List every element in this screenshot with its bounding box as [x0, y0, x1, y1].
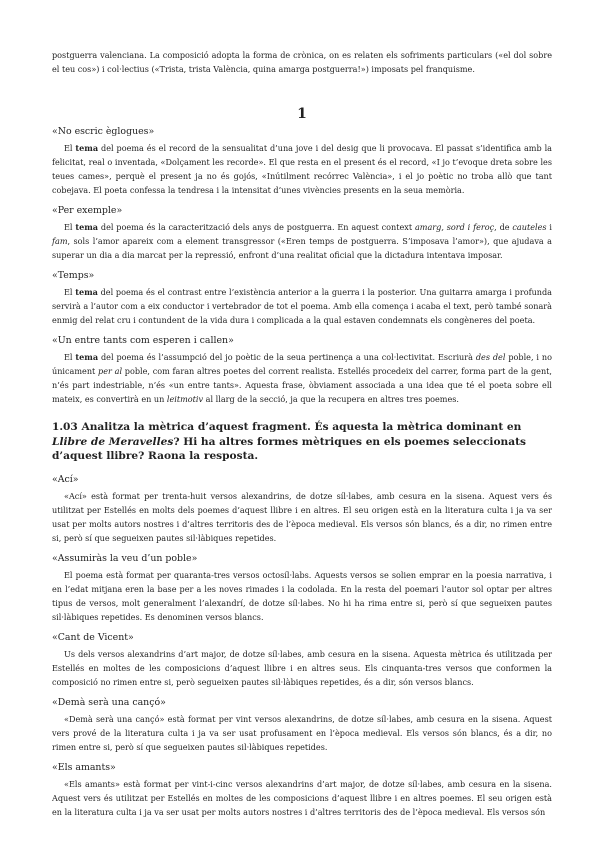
italic-text: per al — [98, 366, 123, 376]
poem-paragraph — [52, 141, 552, 197]
poem-heading: «Els amants» — [52, 761, 116, 773]
poem-heading: «No escric èglogues» — [52, 126, 155, 137]
text-run: poble, i no únicament — [52, 352, 553, 376]
poem-heading: «Demà serà una cançó» — [52, 696, 166, 708]
bold-text: tema — [75, 143, 99, 153]
bold-text: tema — [75, 287, 98, 297]
page-content — [52, 48, 552, 819]
text-run: «Demà serà una cançó» està format per vint versos alexandrins, de dotze síl·labes, amb cesura en la sisena. Aquest vers prové de la literatura culta i ja va ser usat profusament en l’època medieval. Els versos són blancs, és a dir, no rimen entre si, però sí que segueixen pautes sil·làbiques repetides. — [52, 713, 552, 752]
poem-paragraph — [52, 220, 552, 262]
poem-heading: «Un entre tants com esperen i callen» — [52, 335, 234, 346]
italic-text: Llibre de Meravelles — [52, 435, 174, 448]
poem-paragraph — [52, 489, 552, 545]
text-run: del poema és el record de la sensualitat d’una jove i del desig que li provocava. El passat s’identifica amb la felicitat, real o inventada, «Dolçament les recorde». El que resta en el present és el record, «I jo t’evoque dreta sobre les teues cames», perquè el present ja no és gojós, «Inútilment recórrec València», i el jo poètic no troba allò que tant cobejava. El poeta confessa la tendresa i la intensitat d’unes vivències presents en la seua memòria. — [52, 143, 552, 195]
text-run: El — [64, 222, 76, 232]
poem-heading: «Ací» — [52, 473, 79, 485]
poem-paragraph — [52, 350, 552, 406]
italic-text: des del — [475, 352, 506, 362]
poem-paragraph — [52, 777, 552, 819]
text-run: , de — [494, 222, 513, 232]
text-run: ? Hi ha altres formes mètriques en els poemes seleccionats d’aquest llibre? Raona la resposta. — [52, 435, 526, 462]
text-run: i — [546, 222, 552, 232]
text-run: El — [64, 352, 76, 362]
text-run: El — [64, 143, 76, 153]
text-run: del poema és el contrast entre l’existència anterior a la guerra i la posterior. Una guitarra amarga i profunda servirà a l’autor com a eix conductor i vertebrador de tot el poema. Amb ella comença i acaba el text, però també sonarà enmig del relat cru i contundent de la vida dura i complicada a la qual estaven condemnats els congèneres del poeta. — [52, 287, 552, 325]
poem-paragraph — [52, 647, 552, 689]
text-run: El — [64, 287, 76, 297]
text-run: , sols l’amor apareix com a element transgressor («Eren temps de postguerra. S’imposava l’amor»), que ajudava a superar un dia a dia marcat per la repressió, enfront d’una realitat oficial que la dictadura intentava imposar. — [52, 236, 552, 260]
italic-text: fam — [52, 236, 68, 246]
italic-text: leitmotiv — [166, 394, 204, 404]
poem-heading: «Assumiràs la veu d’un poble» — [52, 552, 198, 564]
poem-heading: «Cant de Vicent» — [52, 631, 134, 643]
text-run: Us dels versos alexandrins d’art major, de dotze síl·labes, amb cesura en la sisena. Aquesta mètrica és utilitzada per Estellés en moltes de les composicions d’aquest llibre i en altres seus. Els cinquanta-tres versos que conformen la composició no rimen entre si, però segueixen pautes sil·làbiques repetides, és a dir, són versos blancs. — [52, 648, 552, 687]
text-run: «Els amants» està format per vint-i-cinc versos alexandrins d’art major, de dotze síl·labes, amb cesura en la sisena. Aquest vers és utilitzat per Estellés en moltes de les composicions d’aquest llibre i en altres poemes. El seu origen està en la literatura culta i ja va ser usat per molts autors nostres i d’altres territoris des de l’època medieval. Els versos són — [52, 778, 552, 817]
text-run: del poema és l’assumpció del jo poètic de la seua pertinença a una col·lectivitat. Escriurà — [98, 352, 476, 362]
italic-text: amarg, sord i feroç — [414, 222, 495, 232]
question-heading — [52, 420, 552, 464]
poem-theme-analysis — [52, 126, 552, 406]
bold-text: tema — [75, 352, 99, 362]
poem-heading: «Per exemple» — [52, 205, 123, 216]
poem-heading: «Temps» — [52, 270, 95, 281]
poem-paragraph — [52, 568, 552, 624]
text-run: 1.03 Analitza la mètrica d’aquest fragment. És aquesta la mètrica dominant en — [52, 421, 522, 433]
poem-metrics-analysis — [52, 474, 552, 819]
poem-paragraph — [52, 285, 552, 327]
text-run: «Ací» està format per trenta-huit versos alexandrins, de dotze síl·labes, amb cesura en la sisena. Aquest vers és utilitzat per Estellés en molts dels poemes d’aquest llibre i en altres. El seu origen està en la literatura culta i ja va ser usat per molts autors nostres i d’altres territoris des de l’època medieval. Els versos són blancs, és a dir, no rimen entre si, però sí que segueixen pautes sil·làbiques repetides. — [52, 490, 552, 543]
text-run: del poema és la caracterització dels anys de postguerra. En aquest context — [98, 222, 415, 232]
section-number: 1 — [297, 106, 307, 122]
bold-text: tema — [75, 222, 99, 232]
text-run: poble, com faran altres poetes del corrent realista. Estellés procedeix del carrer, forma part de la gent, n’és part indestriable, n’és «un entre tants». Aquesta frase, òbviament associada a una idea que té el poeta sobre ell mateix, es convertirà en un — [52, 366, 552, 404]
text-run: al llarg de la secció, ja que la recupera en altres tres poemes. — [203, 394, 460, 404]
intro-paragraph: postguerra valenciana. La composició adopta la forma de crònica, on es relaten els sofriments particulars («el dol sobre el teu cos») i col·lectius («Trista, trista València, quina amarga postguerra!») imposats pel franquisme. — [52, 50, 552, 74]
poem-paragraph — [52, 712, 552, 754]
text-run: El poema està format per quaranta-tres versos octosíl·labs. Aquests versos se solien emprar en la poesia narrativa, i en l’edat mitjana eren la base per a les noves rimades i la codolada. En la resta del poemari l’autor sol optar per altres tipus de versos, molt generalment l’alexandrí, de dotze síl·labes. No hi ha rima entre si, però sí que segueixen pautes sil·làbiques repetides. Es denominen versos blancs. — [52, 569, 552, 622]
italic-text: cauteles — [512, 222, 547, 232]
